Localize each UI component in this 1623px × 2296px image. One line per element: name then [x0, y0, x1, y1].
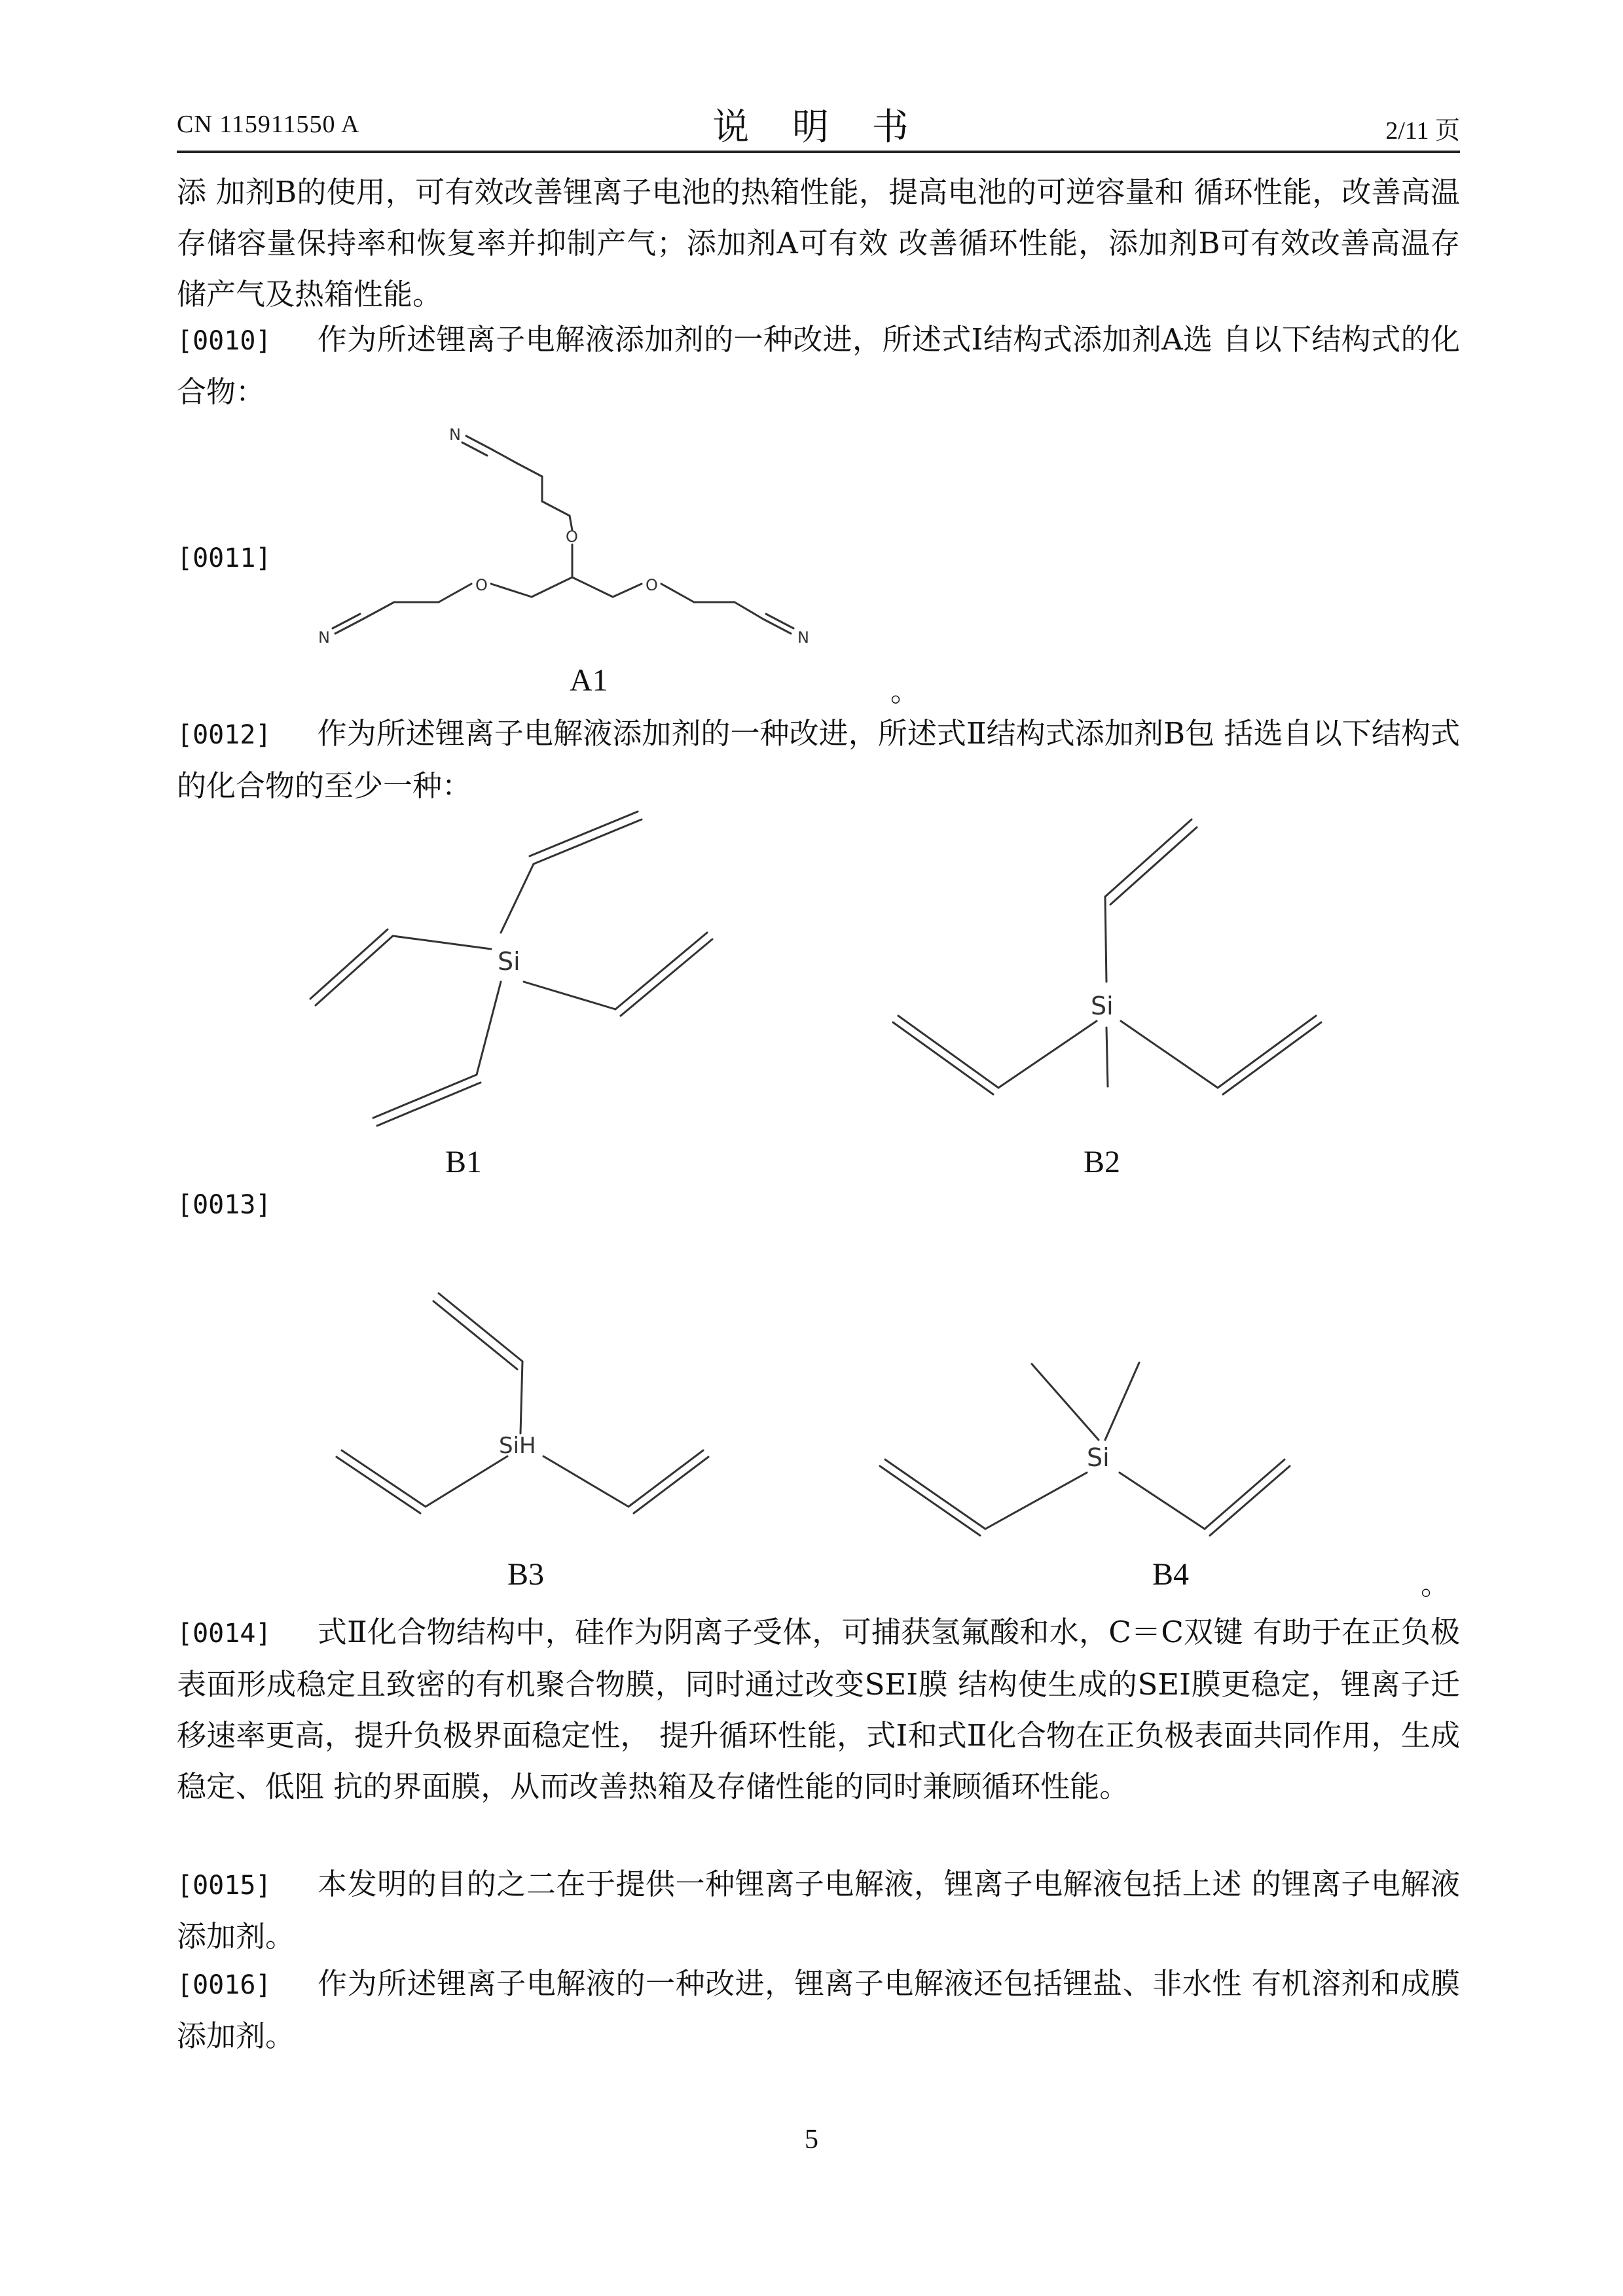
atom-si-b4: Si — [1087, 1443, 1110, 1472]
atom-si-b2: Si — [1091, 992, 1114, 1020]
page-count: 2/11 页 — [1385, 117, 1460, 145]
paragraph-text: 作为所述锂离子电解液添加剂的一种改进，所述式Ⅰ结构式添加剂A选 自以下结构式的化合物： — [177, 322, 1460, 409]
page-header — [177, 98, 1460, 151]
label-b4: B4 — [1152, 1557, 1190, 1592]
intro-text: 添 加剂B的使用，可有效改善锂离子电池的热箱性能，提高电池的可逆容量和 循环性能，改善高温存储容量保持率和恢复率并抑制产气；添加剂A可有效 改善循环性能，添加剂B可有效改善高温存储产气及热箱性能。 — [177, 175, 1460, 312]
atom-o-top: O — [566, 528, 578, 546]
atom-si-b1: Si — [498, 947, 520, 976]
label-a1: A1 — [570, 663, 608, 698]
period-a1: 。 — [890, 675, 919, 708]
structure-b1 — [301, 812, 720, 1139]
atom-sih-b3: SiH — [499, 1433, 536, 1459]
page-number: 5 — [805, 2125, 818, 2155]
atom-n-top: N — [449, 425, 461, 444]
document-number: CN 115911550 A — [177, 111, 360, 138]
paragraph-tag: [0014] — [177, 1619, 272, 1649]
atom-n-right: N — [797, 628, 809, 647]
structure-a1 — [295, 406, 858, 655]
paragraph-text: 本发明的目的之二在于提供一种锂离子电解液，锂离子电解液包括上述 的锂离子电解液添加剂。 — [177, 1867, 1460, 1954]
paragraph-tag-0011: [0011] — [177, 543, 272, 573]
structure-b3 — [327, 1270, 733, 1545]
paragraph-tag: [0012] — [177, 720, 272, 750]
atom-o-left: O — [475, 576, 488, 594]
structure-b4 — [871, 1348, 1316, 1545]
paragraph-tag: [0015] — [177, 1871, 272, 1901]
paragraph-text: 作为所述锂离子电解液添加剂的一种改进，所述式Ⅱ结构式添加剂B包 括选自以下结构式的化合物的至少一种： — [177, 716, 1460, 803]
header-divider — [177, 151, 1460, 153]
paragraph-0016 — [177, 1958, 1460, 2062]
paragraph-0015 — [177, 1859, 1460, 1962]
intro-paragraph — [177, 167, 1460, 320]
paragraph-text: 作为所述锂离子电解液的一种改进，锂离子电解液还包括锂盐、非水性 有机溶剂和成膜添加剂。 — [177, 1966, 1460, 2053]
label-b3: B3 — [507, 1557, 545, 1592]
paragraph-0012 — [177, 708, 1460, 812]
label-b1: B1 — [445, 1145, 483, 1179]
structure-b2 — [884, 812, 1342, 1126]
paragraph-tag: [0016] — [177, 1970, 272, 2000]
label-b2: B2 — [1084, 1145, 1121, 1179]
paragraph-text: 式Ⅱ化合物结构中，硅作为阴离子受体，可捕获氢氟酸和水，C＝C双键 有助于在正负极表面形成稳定且致密的有机聚合物膜，同时通过改变SEI膜 结构使生成的SEI膜更稳定，锂离子迁移速率更高，提升负极界面稳定性， 提升循环性能，式Ⅰ和式Ⅱ化合物在正负极表面共同作用，生成稳定、低阻 抗的界面膜，从而改善热箱及存储性能的同时兼顾循环性能。 — [177, 1615, 1460, 1804]
paragraph-tag-0013: [0013] — [177, 1190, 272, 1220]
document-title: 说 明 书 — [712, 106, 924, 149]
atom-n-left: N — [318, 628, 330, 647]
paragraph-tag: [0010] — [177, 326, 272, 356]
atom-o-right: O — [646, 576, 658, 594]
paragraph-0014 — [177, 1607, 1460, 1812]
paragraph-0010 — [177, 314, 1460, 418]
period-b: 。 — [1421, 1568, 1450, 1602]
